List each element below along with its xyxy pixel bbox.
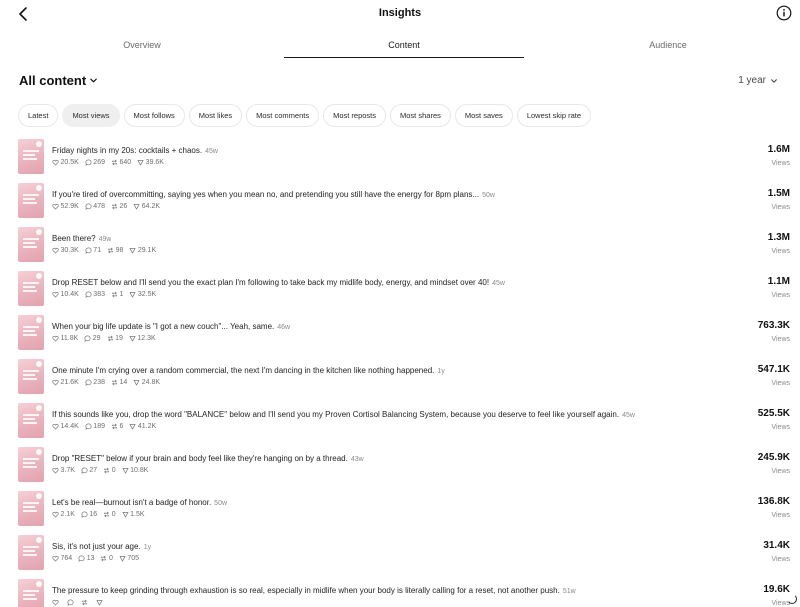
- period-dropdown[interactable]: [738, 75, 778, 86]
- likes-stat: [52, 203, 79, 210]
- comments-stat: [81, 511, 97, 518]
- loading-spinner-icon: [787, 594, 797, 604]
- reposts-count: 0: [111, 467, 116, 474]
- thumbnail-text-lines: [23, 370, 39, 382]
- post-stats: [52, 467, 148, 474]
- comments-stat: [85, 291, 105, 298]
- post-age: 1y: [143, 544, 152, 551]
- chevron-down-icon: [770, 77, 778, 85]
- likes-stat: [52, 467, 75, 474]
- heart-outline-icon: [52, 467, 59, 474]
- save-icon: [96, 599, 103, 606]
- heart-icon: [36, 273, 42, 279]
- comments-count: 71: [93, 247, 102, 254]
- saves-count: 39.6K: [145, 159, 164, 166]
- chip-most-comments[interactable]: [246, 104, 319, 127]
- reposts-count: 6: [119, 423, 124, 430]
- post-row[interactable]: [0, 579, 800, 607]
- post-row[interactable]: [0, 535, 800, 579]
- post-row[interactable]: [0, 447, 800, 491]
- post-row[interactable]: [0, 183, 800, 227]
- heart-outline-icon: [52, 379, 59, 386]
- save-icon: [129, 247, 136, 254]
- reposts-stat: [103, 511, 115, 518]
- post-row[interactable]: [0, 491, 800, 535]
- reposts-stat: [111, 159, 131, 166]
- chip-label: Most shares: [400, 111, 441, 120]
- comments-stat: [85, 423, 105, 430]
- post-age: 51w: [562, 588, 576, 595]
- saves-stat: [96, 599, 105, 606]
- chip-label: Lowest skip rate: [526, 111, 582, 120]
- post-stats: [52, 335, 156, 342]
- comment-icon: [81, 511, 88, 518]
- heart-outline-icon: [52, 599, 59, 606]
- likes-stat: [52, 247, 79, 254]
- saves-stat: [137, 159, 164, 166]
- post-caption: [52, 454, 364, 463]
- save-icon: [122, 511, 129, 518]
- views-label: Views: [771, 468, 790, 475]
- views-count: 31.4K: [763, 540, 790, 551]
- comments-count: 189: [93, 423, 105, 430]
- thumbnail-text-lines: [23, 238, 39, 250]
- post-age: 45w: [492, 280, 505, 287]
- comments-stat: [67, 599, 76, 606]
- heart-icon: [36, 141, 42, 147]
- reposts-count: 640: [119, 159, 132, 166]
- post-caption: [52, 234, 111, 243]
- chip-label: Most saves: [464, 111, 503, 120]
- thumbnail-text-lines: [23, 458, 39, 470]
- thumbnail-text-lines: [23, 414, 39, 426]
- comments-stat: [84, 335, 100, 342]
- saves-count: 32.5K: [137, 291, 157, 298]
- heart-icon: [36, 361, 42, 367]
- heart-outline-icon: [52, 291, 59, 298]
- reposts-count: 14: [119, 379, 128, 386]
- reposts-stat: [100, 555, 112, 562]
- post-caption: [52, 146, 218, 155]
- chevron-down-icon: [89, 76, 98, 85]
- views-label: Views: [771, 292, 790, 299]
- comments-count: 13: [86, 555, 95, 562]
- views-count: 525.5K: [757, 408, 790, 419]
- saves-stat: [129, 247, 156, 254]
- heart-icon: [36, 405, 42, 411]
- post-stats: [52, 555, 139, 562]
- repost-icon: [107, 335, 114, 342]
- views-label: Views: [771, 160, 790, 167]
- chip-label: Latest: [28, 111, 49, 120]
- thumbnail-text-lines: [23, 326, 39, 338]
- reposts-stat: [111, 423, 123, 430]
- views-count: 547.1K: [757, 364, 790, 375]
- post-thumbnail[interactable]: [18, 579, 44, 607]
- post-age: 50w: [482, 192, 495, 199]
- thumbnail-text-lines: [23, 282, 39, 294]
- post-age: 50w: [214, 500, 228, 507]
- reposts-stat: [107, 335, 123, 342]
- thumbnail-text-lines: [23, 502, 39, 514]
- views-count: 245.9K: [757, 452, 790, 463]
- likes-count: 20.5K: [60, 159, 79, 166]
- reposts-count: 0: [111, 511, 116, 518]
- save-icon: [129, 423, 136, 430]
- comments-count: 383: [93, 291, 105, 298]
- heart-outline-icon: [52, 203, 59, 210]
- likes-count: 14.4K: [60, 423, 79, 430]
- saves-stat: [129, 291, 156, 298]
- heart-icon: [36, 185, 42, 191]
- back-button[interactable]: [14, 4, 34, 24]
- views-count: 136.8K: [757, 496, 790, 507]
- post-thumbnail[interactable]: [18, 403, 44, 438]
- likes-count: 10.4K: [60, 291, 79, 298]
- post-row[interactable]: [0, 403, 800, 447]
- post-thumbnail[interactable]: [18, 491, 44, 526]
- top-bar: [0, 0, 800, 28]
- reposts-count: 1: [119, 291, 124, 298]
- chip-label: Most follows: [133, 111, 175, 120]
- info-icon: [776, 5, 792, 21]
- repost-icon: [111, 159, 118, 166]
- chip-most-shares[interactable]: [390, 104, 451, 127]
- comments-stat: [85, 203, 105, 210]
- views-label: Views: [771, 556, 790, 563]
- comment-icon: [85, 423, 92, 430]
- heart-icon: [36, 449, 42, 455]
- post-caption: [52, 278, 505, 287]
- post-thumbnail[interactable]: [18, 183, 44, 218]
- reposts-stat: [111, 203, 127, 210]
- repost-icon: [100, 555, 107, 562]
- likes-stat: [52, 599, 61, 606]
- repost-icon: [107, 247, 114, 254]
- content-filter-dropdown[interactable]: [19, 73, 98, 88]
- views-label: Views: [771, 204, 790, 211]
- caption-text: Sis, it's not just your age.: [52, 542, 141, 551]
- comments-count: 269: [93, 159, 105, 166]
- likes-count: 21.6K: [60, 379, 79, 386]
- post-row[interactable]: [0, 227, 800, 271]
- post-thumbnail[interactable]: [18, 271, 44, 306]
- heart-icon: [36, 317, 42, 323]
- chip-latest[interactable]: [18, 104, 58, 127]
- post-age: 46w: [277, 324, 291, 331]
- post-caption: [52, 498, 227, 507]
- saves-count: 29.1K: [137, 247, 157, 254]
- views-count: 763.3K: [757, 320, 790, 331]
- heart-outline-icon: [52, 247, 59, 254]
- saves-stat: [133, 203, 160, 210]
- tab-content[interactable]: [284, 34, 524, 58]
- reposts-stat: [103, 467, 115, 474]
- views-count: 19.6K: [763, 584, 790, 595]
- caption-text: Drop RESET below and I'll send you the exact plan I'm following to take back my midlife body, energy, and mindset over 40!: [52, 278, 490, 287]
- likes-stat: [52, 335, 78, 342]
- likes-stat: [52, 159, 79, 166]
- post-row[interactable]: [0, 139, 800, 183]
- repost-icon: [111, 203, 118, 210]
- repost-icon: [111, 291, 118, 298]
- chip-most-views[interactable]: [62, 104, 119, 127]
- comments-stat: [85, 159, 105, 166]
- save-icon: [122, 467, 129, 474]
- likes-count: 11.8K: [60, 335, 79, 342]
- likes-count: 30.3K: [60, 247, 79, 254]
- chevron-left-icon: [14, 4, 34, 24]
- thumbnail-text-lines: [23, 546, 39, 558]
- post-caption: [52, 322, 290, 331]
- likes-stat: [52, 291, 79, 298]
- post-stats: [52, 423, 156, 430]
- comments-stat: [78, 555, 94, 562]
- views-count: 1.1M: [767, 276, 790, 287]
- post-caption: [52, 410, 635, 419]
- caption-text: Drop "RESET" below if your brain and body feel like they're hanging on by a thread.: [52, 454, 348, 463]
- post-caption: [52, 586, 576, 595]
- caption-text: The pressure to keep grinding through exhaustion is so real, especially in midlife when your body is literally calling for a reset, not another push.: [52, 586, 560, 595]
- save-icon: [119, 555, 126, 562]
- comments-count: 238: [93, 379, 105, 386]
- heart-icon: [36, 581, 42, 587]
- tab-label: Overview: [123, 40, 161, 50]
- reposts-count: 0: [108, 555, 113, 562]
- comment-icon: [85, 159, 92, 166]
- chip-label: Most reposts: [333, 111, 377, 120]
- chip-most-saves[interactable]: [455, 104, 513, 127]
- comments-stat: [85, 379, 105, 386]
- saves-stat: [129, 335, 156, 342]
- post-age: 1y: [437, 368, 445, 375]
- post-stats: [52, 379, 160, 386]
- post-caption: [52, 190, 495, 199]
- saves-stat: [122, 511, 145, 518]
- comment-icon: [85, 203, 92, 210]
- post-stats: [52, 599, 104, 606]
- saves-count: 41.2K: [137, 423, 157, 430]
- caption-text: One minute I'm crying over a random commercial, the next I'm dancing in the kitchen like nothing happened.: [52, 366, 435, 375]
- caption-text: Been there?: [52, 234, 96, 243]
- likes-count: 2.1K: [60, 511, 75, 518]
- comments-stat: [85, 247, 101, 254]
- chip-most-likes[interactable]: [189, 104, 242, 127]
- post-thumbnail[interactable]: [18, 447, 44, 482]
- chip-label: Most views: [72, 111, 110, 120]
- comment-icon: [85, 291, 92, 298]
- saves-stat: [129, 423, 156, 430]
- views-label: Views: [771, 600, 790, 607]
- post-stats: [52, 291, 156, 298]
- post-age: 49w: [98, 236, 112, 243]
- chip-label: Most comments: [256, 111, 310, 120]
- views-label: Views: [771, 336, 790, 343]
- likes-count: 52.9K: [60, 203, 79, 210]
- heart-icon: [36, 493, 42, 499]
- saves-stat: [122, 467, 149, 474]
- page-title: Insights: [378, 7, 422, 19]
- thumbnail-text-lines: [23, 590, 39, 602]
- caption-text: If this sounds like you, drop the word "BALANCE" below and I'll send you my Proven Cortisol Balancing System, because you deserve to feel like yourself again.: [52, 410, 620, 419]
- post-caption: [52, 366, 445, 375]
- likes-stat: [52, 379, 79, 386]
- post-row[interactable]: [0, 359, 800, 403]
- chip-label: Most likes: [198, 111, 233, 120]
- comment-icon: [67, 599, 74, 606]
- caption-text: Friday nights in my 20s: cocktails + chaos.: [52, 146, 203, 155]
- views-label: Views: [771, 424, 790, 431]
- saves-count: 1.5K: [130, 511, 145, 518]
- comments-count: 478: [93, 203, 105, 210]
- reposts-stat: [81, 599, 90, 606]
- save-icon: [133, 379, 140, 386]
- saves-stat: [133, 379, 160, 386]
- caption-text: When your big life update is "I got a new couch"... Yeah, same.: [52, 322, 275, 331]
- tab-overview[interactable]: [0, 34, 284, 58]
- reposts-count: 26: [119, 203, 128, 210]
- caption-text: Let's be real—burnout isn't a badge of honor.: [52, 498, 212, 507]
- tab-label: Content: [388, 40, 420, 50]
- post-stats: [52, 159, 164, 166]
- post-stats: [52, 203, 160, 210]
- repost-icon: [111, 423, 118, 430]
- tab-audience[interactable]: [524, 34, 800, 58]
- views-label: Views: [771, 512, 790, 519]
- post-age: 43w: [350, 456, 364, 463]
- comment-icon: [85, 247, 92, 254]
- reposts-count: 98: [115, 247, 124, 254]
- tab-label: Audience: [649, 40, 687, 50]
- heart-outline-icon: [52, 423, 59, 430]
- save-icon: [129, 335, 136, 342]
- views-label: Views: [771, 380, 790, 387]
- views-count: 1.5M: [767, 188, 790, 199]
- likes-count: 764: [60, 555, 73, 562]
- post-stats: [52, 247, 156, 254]
- reposts-stat: [111, 379, 127, 386]
- views-count: 1.6M: [767, 144, 790, 155]
- saves-count: 64.2K: [141, 203, 161, 210]
- chip-lowest-skip-rate[interactable]: [517, 104, 591, 127]
- views-label: Views: [771, 248, 790, 255]
- saves-count: 10.8K: [130, 467, 149, 474]
- saves-count: 24.8K: [141, 379, 161, 386]
- post-row[interactable]: [0, 271, 800, 315]
- heart-outline-icon: [52, 335, 59, 342]
- save-icon: [137, 159, 144, 166]
- post-thumbnail[interactable]: [18, 359, 44, 394]
- content-filter-label: All content: [19, 73, 87, 88]
- heart-outline-icon: [52, 159, 59, 166]
- repost-icon: [103, 511, 110, 518]
- saves-stat: [119, 555, 139, 562]
- post-thumbnail[interactable]: [18, 535, 44, 570]
- repost-icon: [103, 467, 110, 474]
- save-icon: [129, 291, 136, 298]
- heart-icon: [36, 229, 42, 235]
- comments-stat: [81, 467, 97, 474]
- repost-icon: [81, 599, 88, 606]
- reposts-count: 19: [115, 335, 123, 342]
- thumbnail-text-lines: [23, 194, 39, 206]
- comments-count: 16: [89, 511, 98, 518]
- comment-icon: [85, 379, 92, 386]
- likes-stat: [52, 511, 75, 518]
- reposts-stat: [111, 291, 123, 298]
- comment-icon: [81, 467, 88, 474]
- tab-bar: [0, 34, 800, 58]
- comments-count: 29: [92, 335, 101, 342]
- period-label: 1 year: [738, 75, 766, 86]
- chip-most-follows[interactable]: [124, 104, 185, 127]
- post-caption: [52, 542, 151, 551]
- sort-chips: [18, 104, 591, 128]
- save-icon: [133, 203, 140, 210]
- post-thumbnail[interactable]: [18, 315, 44, 350]
- caption-text: If you're tired of overcommitting, saying yes when you mean no, and pretending you still have the energy for 8pm plans...: [52, 190, 480, 199]
- saves-count: 705: [127, 555, 140, 562]
- chip-most-reposts[interactable]: [323, 104, 386, 127]
- post-age: 45w: [622, 412, 635, 419]
- comments-count: 27: [89, 467, 98, 474]
- likes-stat: [52, 423, 79, 430]
- comment-icon: [78, 555, 85, 562]
- post-thumbnail[interactable]: [18, 139, 44, 174]
- heart-outline-icon: [52, 555, 59, 562]
- saves-count: 12.3K: [137, 335, 156, 342]
- info-button[interactable]: [776, 5, 792, 21]
- views-count: 1.3M: [767, 232, 790, 243]
- reposts-stat: [107, 247, 123, 254]
- post-stats: [52, 511, 145, 518]
- comment-icon: [84, 335, 91, 342]
- likes-stat: [52, 555, 72, 562]
- thumbnail-text-lines: [23, 150, 39, 162]
- post-age: 45w: [205, 148, 218, 155]
- heart-icon: [36, 537, 42, 543]
- post-thumbnail[interactable]: [18, 227, 44, 262]
- repost-icon: [111, 379, 118, 386]
- likes-count: 3.7K: [60, 467, 75, 474]
- post-row[interactable]: [0, 315, 800, 359]
- heart-outline-icon: [52, 511, 59, 518]
